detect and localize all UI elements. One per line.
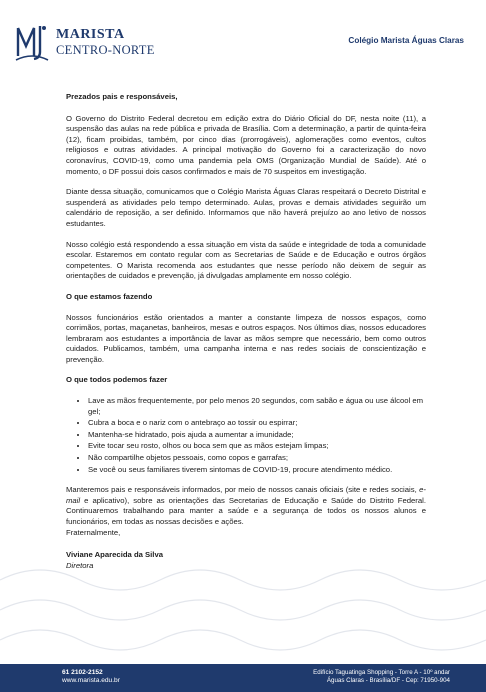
footer-phone: 61 2102-2152 bbox=[62, 669, 103, 676]
signer-name: Viviane Aparecida da Silva bbox=[66, 550, 163, 560]
section-title-all-can-do: O que todos podemos fazer bbox=[66, 375, 168, 385]
closing-block bbox=[66, 485, 426, 571]
greeting: Prezados pais e responsáveis, bbox=[66, 92, 178, 101]
footer-address-line2: Águas Claras - Brasília/DF - Cep: 71950-904 bbox=[326, 677, 450, 684]
paragraph-suspension: Diante dessa situação, comunicamos que o Colégio Marista Águas Claras respeitará o Decreto Distrital e suspenderá as atividades pelo tempo determinado. Aulas, provas e demais atividades seguirão um calendário de reposição, a ser definido. Informamos que não haverá prejuízo ao ano letivo de nossos estudantes. bbox=[66, 187, 426, 228]
paragraph-decree: O Governo do Distrito Federal decretou em edição extra do Diário Oficial do DF, nesta noite (11), a suspensão das aulas na rede pública e privada de Brasília. Com a determinação, a partir de quinta-feira (12), ficam proibidas, também, por cinco dias (prorrogáveis), aglomerações como eventos, cultos religiosos e outras atividades. A principal motivação do Governo foi a caracterização do novo coronavírus, COVID-19, como uma pandemia pela OMS (Organização Mundial de Saúde). Até o momento, o DF possui dois casos confirmados e mais de 70 suspeitos em investigação. bbox=[66, 113, 426, 176]
list-item: • Evite tocar seu rosto, olhos ou boca sem que as mãos estejam limpas; bbox=[88, 441, 426, 453]
logo-wordmark: MARISTA bbox=[56, 27, 125, 42]
closing-text-start: Manteremos pais e responsáveis informados, por meio de nossos canais oficiais (site e redes sociais, bbox=[66, 485, 420, 495]
letter-body bbox=[66, 92, 426, 571]
footer-contact bbox=[62, 669, 120, 685]
closing-email-word: e-mail bbox=[66, 485, 426, 505]
footer-address bbox=[313, 669, 450, 685]
watermark-pattern bbox=[0, 560, 486, 665]
paragraph-doing: Nossos funcionários estão orientados a manter a constante limpeza de nossos espaços, como corrimãos, portas, maçanetas, banheiros, mesas e outros espaços. Nos últimos dias, nossos educadores lembraram aos estudantes a importância de lavar as mãos sempre que necessário, bem como outros cuidados. Publicamos, também, uma campanha interna e nas redes sociais de conscientização e prevenção. bbox=[66, 312, 426, 364]
letterhead bbox=[0, 0, 486, 70]
marista-logo bbox=[14, 22, 155, 62]
footer-bar bbox=[0, 664, 486, 692]
signer-role: Diretora bbox=[66, 560, 94, 570]
marista-monogram-icon bbox=[14, 22, 50, 62]
footer-website: www.marista.edu.br bbox=[62, 677, 120, 684]
signoff: Fraternalmente, bbox=[66, 527, 121, 537]
paragraph-closing bbox=[66, 485, 426, 527]
school-name: Colégio Marista Águas Claras bbox=[348, 36, 464, 45]
paragraph-community: Nosso colégio está respondendo a essa situação em vista da saúde e integridade de toda a comunidade escolar. Estaremos em contato regular com as Secretarias de Saúde e de Educação e outros órgãos competentes. O Marista recomenda aos estudantes que nesse período não deixem de seguir as orientações de cuidados e prevenção, já divulgadas amplamente em nosso colégio. bbox=[66, 239, 426, 281]
prevention-list bbox=[66, 396, 426, 476]
list-item: • Cubra a boca e o nariz com o antebraço ao tossir ou espirrar; bbox=[88, 418, 426, 430]
logo-subtitle: CENTRO-NORTE bbox=[56, 43, 155, 57]
list-item: • Não compartilhe objetos pessoais, como copos e garrafas; bbox=[88, 453, 426, 465]
section-title-doing: O que estamos fazendo bbox=[66, 291, 153, 301]
closing-text-end: e aplicativo), sobre as orientações das Secretarias de Educação e Saúde do Distrito Federal. Continuaremos trabalhando para manter a saúde e a segurança de todos os nossos alunos e funcionários, em todas as nossas decisões e ações. bbox=[66, 495, 426, 526]
list-item: • Lave as mãos frequentemente, por pelo menos 20 segundos, com sabão e água ou use álcool em gel; bbox=[88, 396, 426, 418]
footer-address-line1: Edifício Taguatinga Shopping - Torre A - 10º andar bbox=[313, 669, 450, 676]
list-item: • Se você ou seus familiares tiverem sintomas de COVID-19, procure atendimento médico. bbox=[88, 465, 426, 477]
list-item: • Mantenha-se hidratado, pois ajuda a aumentar a imunidade; bbox=[88, 430, 426, 442]
